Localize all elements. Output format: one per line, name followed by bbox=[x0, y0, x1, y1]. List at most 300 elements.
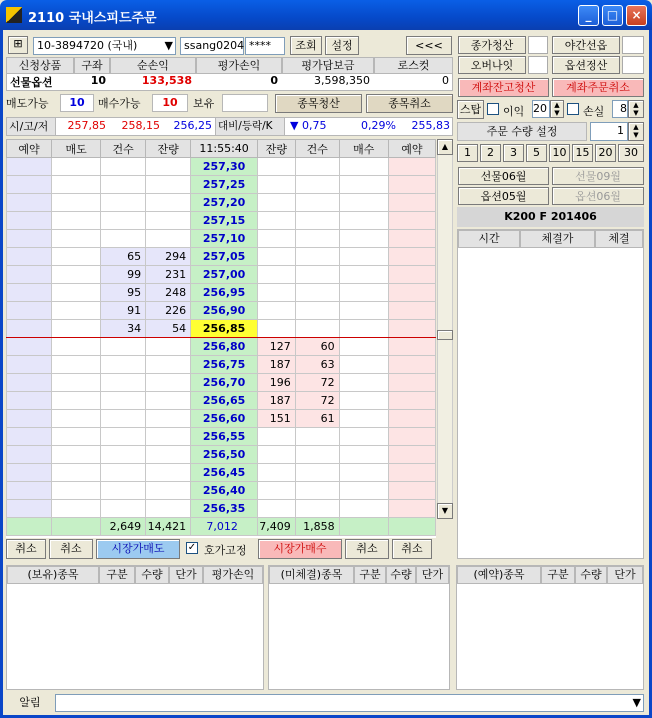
book-cell[interactable] bbox=[146, 230, 191, 248]
book-cell[interactable] bbox=[101, 158, 146, 176]
settings-button[interactable]: 설정 bbox=[325, 36, 359, 55]
summary-header: 로스컷 bbox=[374, 57, 453, 74]
book-cell[interactable] bbox=[101, 338, 146, 356]
book-cell[interactable] bbox=[388, 284, 435, 302]
cancel-buy-button[interactable]: 취소 bbox=[345, 539, 389, 559]
table-row[interactable] bbox=[7, 392, 436, 410]
book-cell[interactable] bbox=[388, 158, 435, 176]
eval-pnl-value: 0 bbox=[270, 74, 278, 87]
book-cell[interactable] bbox=[258, 320, 296, 338]
book-cell[interactable]: 34 bbox=[101, 320, 146, 338]
panel-col-header: 구분 bbox=[541, 566, 575, 584]
book-cell[interactable] bbox=[101, 356, 146, 374]
book-cell[interactable] bbox=[258, 428, 296, 446]
book-cell[interactable] bbox=[339, 482, 388, 500]
book-cell[interactable] bbox=[339, 464, 388, 482]
book-cell[interactable] bbox=[7, 428, 52, 446]
book-cell[interactable] bbox=[146, 410, 191, 428]
book-cell[interactable] bbox=[146, 194, 191, 212]
book-cell[interactable] bbox=[51, 158, 100, 176]
book-cell[interactable] bbox=[146, 158, 191, 176]
book-cell[interactable] bbox=[7, 374, 52, 392]
overnight-blank bbox=[528, 56, 548, 74]
table-row[interactable] bbox=[7, 158, 436, 176]
book-cell[interactable] bbox=[146, 446, 191, 464]
book-cell[interactable] bbox=[146, 464, 191, 482]
book-cell[interactable]: 91 bbox=[101, 302, 146, 320]
book-cell[interactable] bbox=[388, 320, 435, 338]
book-cell[interactable]: 95 bbox=[101, 284, 146, 302]
qty-20-button[interactable]: 20 bbox=[595, 144, 616, 162]
book-cell[interactable] bbox=[339, 212, 388, 230]
book-cell[interactable] bbox=[146, 428, 191, 446]
book-cell[interactable] bbox=[7, 158, 52, 176]
book-cell[interactable] bbox=[388, 194, 435, 212]
book-cell[interactable] bbox=[339, 374, 388, 392]
overnight-button[interactable]: 오버나잇 bbox=[458, 56, 526, 74]
book-cell[interactable] bbox=[146, 356, 191, 374]
chevron-down-icon: ▼ bbox=[164, 39, 173, 52]
book-cell[interactable] bbox=[339, 248, 388, 266]
book-cell[interactable] bbox=[339, 500, 388, 518]
futures-jun-button[interactable]: 선물06월 bbox=[458, 167, 549, 185]
book-cell[interactable] bbox=[339, 230, 388, 248]
book-cell[interactable] bbox=[7, 284, 52, 302]
market-sell-button[interactable]: 시장가매도 bbox=[96, 539, 180, 559]
qty-setting-label: 주문 수량 설정 bbox=[457, 122, 587, 141]
book-cell[interactable] bbox=[258, 464, 296, 482]
book-cell[interactable] bbox=[7, 356, 52, 374]
book-cell[interactable] bbox=[51, 302, 100, 320]
account-balance-clear-button[interactable]: 계좌잔고청산 bbox=[458, 78, 549, 97]
price-cell[interactable]: 256,90 bbox=[191, 302, 258, 320]
back-button[interactable]: <<< bbox=[406, 36, 452, 55]
book-cell[interactable] bbox=[339, 446, 388, 464]
qty-1-button[interactable]: 1 bbox=[457, 144, 478, 162]
book-cell[interactable] bbox=[388, 356, 435, 374]
book-cell[interactable]: 151 bbox=[258, 410, 296, 428]
book-cell[interactable] bbox=[101, 446, 146, 464]
total-cell bbox=[51, 518, 100, 536]
window-title: 2110 국내스피드주문 bbox=[28, 11, 157, 26]
loss-checkbox[interactable] bbox=[567, 103, 579, 115]
panel-col-header: 수량 bbox=[575, 566, 607, 584]
table-row[interactable] bbox=[7, 374, 436, 392]
price-cell[interactable]: 257,15 bbox=[191, 212, 258, 230]
book-cell[interactable] bbox=[51, 248, 100, 266]
panel-col-header: 평가손익 bbox=[203, 566, 263, 584]
book-cell[interactable] bbox=[51, 464, 100, 482]
item-cancel-button[interactable]: 종목취소 bbox=[366, 94, 453, 113]
book-cell[interactable] bbox=[258, 302, 296, 320]
panel-col-header: 단가 bbox=[416, 566, 449, 584]
buy-available-value: 10 bbox=[152, 94, 188, 112]
qty-2-button[interactable]: 2 bbox=[480, 144, 501, 162]
price-cell[interactable]: 257,20 bbox=[191, 194, 258, 212]
book-cell[interactable] bbox=[339, 410, 388, 428]
price-cell[interactable]: 256,65 bbox=[191, 392, 258, 410]
book-cell[interactable] bbox=[101, 464, 146, 482]
total-cell bbox=[339, 518, 388, 536]
panel-col-header: (미체결)종목 bbox=[269, 566, 354, 584]
book-cell[interactable] bbox=[295, 194, 339, 212]
price-cell[interactable]: 256,50 bbox=[191, 446, 258, 464]
table-row[interactable] bbox=[7, 230, 436, 248]
total-cell: 2,649 bbox=[101, 518, 146, 536]
book-cell[interactable] bbox=[339, 320, 388, 338]
maximize-button[interactable]: □ bbox=[602, 5, 623, 26]
slots-value: 10 bbox=[90, 74, 106, 87]
price-cell[interactable]: 256,40 bbox=[191, 482, 258, 500]
book-cell[interactable] bbox=[101, 410, 146, 428]
table-row[interactable] bbox=[7, 356, 436, 374]
book-cell[interactable] bbox=[295, 464, 339, 482]
table-row[interactable] bbox=[7, 482, 436, 500]
profit-input[interactable]: 20 bbox=[532, 100, 550, 118]
book-cell[interactable] bbox=[146, 374, 191, 392]
closing-price-clear-button[interactable]: 종가청산 bbox=[458, 36, 526, 54]
holdings-panel bbox=[6, 565, 264, 690]
scroll-thumb[interactable] bbox=[437, 330, 453, 340]
book-cell[interactable] bbox=[101, 212, 146, 230]
book-cell[interactable] bbox=[51, 230, 100, 248]
price-cell[interactable]: 257,00 bbox=[191, 266, 258, 284]
collateral-value: 3,598,350 bbox=[314, 74, 370, 87]
app-icon bbox=[6, 7, 22, 23]
profit-label: 이익 bbox=[503, 105, 525, 118]
total-cell bbox=[7, 518, 52, 536]
options-may-button[interactable]: 옵션05월 bbox=[458, 187, 549, 205]
fix-quote-checkbox[interactable]: ✓ bbox=[187, 542, 197, 553]
book-cell[interactable] bbox=[295, 230, 339, 248]
book-cell[interactable]: 72 bbox=[295, 392, 339, 410]
total-cell bbox=[388, 518, 435, 536]
table-row[interactable] bbox=[7, 212, 436, 230]
contract-title: K200 F 201406 bbox=[457, 207, 644, 227]
scroll-down-icon[interactable]: ▼ bbox=[437, 503, 453, 519]
book-cell[interactable] bbox=[51, 176, 100, 194]
panel-col-header: (보유)종목 bbox=[7, 566, 99, 584]
book-cell[interactable] bbox=[7, 194, 52, 212]
book-cell[interactable] bbox=[51, 482, 100, 500]
account-select[interactable]: 10-3894720 (국내) ▼ bbox=[33, 37, 176, 55]
futures-sep-button[interactable]: 선물09월 bbox=[552, 167, 644, 185]
book-cell[interactable] bbox=[339, 302, 388, 320]
trade-list bbox=[457, 229, 644, 559]
password-input[interactable]: **** bbox=[245, 37, 285, 55]
book-cell[interactable] bbox=[101, 176, 146, 194]
book-cell[interactable] bbox=[7, 320, 52, 338]
book-cell[interactable] bbox=[339, 194, 388, 212]
qty-30-button[interactable]: 30 bbox=[618, 144, 644, 162]
book-cell[interactable] bbox=[146, 176, 191, 194]
cancel-buy-reserve-button[interactable]: 취소 bbox=[392, 539, 432, 559]
qty-buttons bbox=[456, 144, 646, 162]
book-cell[interactable] bbox=[258, 212, 296, 230]
time-header: 11:55:40 bbox=[191, 140, 258, 158]
book-cell[interactable] bbox=[388, 482, 435, 500]
price-cell[interactable]: 257,25 bbox=[191, 176, 258, 194]
book-cell[interactable] bbox=[51, 428, 100, 446]
table-row[interactable] bbox=[7, 410, 436, 428]
price-cell[interactable]: 256,55 bbox=[191, 428, 258, 446]
price-cell[interactable]: 256,35 bbox=[191, 500, 258, 518]
price-cell[interactable]: 256,45 bbox=[191, 464, 258, 482]
cancel-sell-reserve-button[interactable]: 취소 bbox=[6, 539, 46, 559]
price-cell[interactable]: 256,70 bbox=[191, 374, 258, 392]
profit-checkbox[interactable] bbox=[487, 103, 499, 115]
book-cell[interactable]: 99 bbox=[101, 266, 146, 284]
table-row[interactable] bbox=[7, 500, 436, 518]
book-cell[interactable] bbox=[7, 500, 52, 518]
book-cell[interactable] bbox=[258, 446, 296, 464]
book-cell[interactable] bbox=[51, 266, 100, 284]
book-cell[interactable] bbox=[7, 464, 52, 482]
book-cell[interactable] bbox=[7, 482, 52, 500]
qty-10-button[interactable]: 10 bbox=[549, 144, 570, 162]
book-cell[interactable] bbox=[388, 500, 435, 518]
book-cell[interactable] bbox=[388, 212, 435, 230]
price-cell[interactable]: 256,85 bbox=[191, 320, 258, 338]
book-cell[interactable] bbox=[51, 284, 100, 302]
table-row[interactable] bbox=[7, 446, 436, 464]
book-cell[interactable] bbox=[388, 410, 435, 428]
qty-input[interactable]: 1 bbox=[590, 122, 628, 141]
account-order-cancel-button[interactable]: 계좌주문취소 bbox=[552, 78, 644, 97]
book-cell[interactable] bbox=[295, 266, 339, 284]
total-cell: 7,012 bbox=[191, 518, 258, 536]
book-cell[interactable] bbox=[51, 212, 100, 230]
col-header: 매수 bbox=[339, 140, 388, 158]
price-cell[interactable]: 256,60 bbox=[191, 410, 258, 428]
qty-3-button[interactable]: 3 bbox=[503, 144, 524, 162]
book-cell[interactable] bbox=[146, 338, 191, 356]
book-cell[interactable] bbox=[7, 176, 52, 194]
book-cell[interactable] bbox=[388, 464, 435, 482]
order-book-header bbox=[7, 140, 436, 158]
book-cell[interactable] bbox=[51, 410, 100, 428]
market-buy-button[interactable]: 시장가매수 bbox=[258, 539, 342, 559]
book-cell[interactable] bbox=[388, 338, 435, 356]
book-cell[interactable]: 61 bbox=[295, 410, 339, 428]
book-cell[interactable] bbox=[339, 176, 388, 194]
book-cell[interactable] bbox=[388, 176, 435, 194]
table-row[interactable] bbox=[7, 176, 436, 194]
cancel-sell-button[interactable]: 취소 bbox=[49, 539, 93, 559]
book-cell[interactable] bbox=[258, 500, 296, 518]
product-value: 선물옵션 bbox=[10, 76, 53, 89]
price-cell[interactable]: 256,95 bbox=[191, 284, 258, 302]
book-cell[interactable]: 63 bbox=[295, 356, 339, 374]
book-cell[interactable] bbox=[7, 392, 52, 410]
book-cell[interactable] bbox=[295, 176, 339, 194]
book-cell[interactable] bbox=[51, 356, 100, 374]
table-row[interactable] bbox=[7, 320, 436, 338]
book-cell[interactable] bbox=[388, 248, 435, 266]
book-cell[interactable] bbox=[51, 392, 100, 410]
book-cell[interactable] bbox=[388, 266, 435, 284]
query-button[interactable]: 조회 bbox=[290, 36, 322, 55]
book-cell[interactable] bbox=[295, 320, 339, 338]
book-cell[interactable] bbox=[295, 302, 339, 320]
total-cell: 14,421 bbox=[146, 518, 191, 536]
item-clear-button[interactable]: 종목청산 bbox=[275, 94, 362, 113]
book-cell[interactable] bbox=[388, 302, 435, 320]
book-cell[interactable] bbox=[339, 266, 388, 284]
book-cell[interactable] bbox=[388, 374, 435, 392]
book-cell[interactable] bbox=[146, 392, 191, 410]
change-value: ▼ 0,75 bbox=[290, 119, 327, 132]
panel-col-header: 구분 bbox=[354, 566, 386, 584]
book-cell[interactable]: 60 bbox=[295, 338, 339, 356]
book-cell[interactable] bbox=[339, 356, 388, 374]
book-cell[interactable] bbox=[7, 266, 52, 284]
book-cell[interactable] bbox=[258, 176, 296, 194]
pin-icon[interactable]: ⊞ bbox=[8, 36, 28, 54]
table-row[interactable] bbox=[7, 248, 436, 266]
book-cell[interactable]: 65 bbox=[101, 248, 146, 266]
night-option-button[interactable]: 야간선옵 bbox=[552, 36, 620, 54]
sell-available-value: 10 bbox=[60, 94, 94, 112]
qty-5-button[interactable]: 5 bbox=[526, 144, 547, 162]
book-cell[interactable] bbox=[101, 374, 146, 392]
book-cell[interactable] bbox=[7, 338, 52, 356]
book-cell[interactable] bbox=[339, 392, 388, 410]
book-cell[interactable]: 187 bbox=[258, 392, 296, 410]
book-cell[interactable] bbox=[295, 500, 339, 518]
book-cell[interactable]: 196 bbox=[258, 374, 296, 392]
book-cell[interactable] bbox=[7, 248, 52, 266]
table-row[interactable] bbox=[7, 302, 436, 320]
book-cell[interactable]: 226 bbox=[146, 302, 191, 320]
table-row[interactable] bbox=[7, 194, 436, 212]
book-cell[interactable] bbox=[295, 158, 339, 176]
reserve-panel bbox=[456, 565, 644, 690]
scroll-up-icon[interactable]: ▲ bbox=[437, 139, 453, 155]
book-cell[interactable] bbox=[295, 284, 339, 302]
price-cell[interactable]: 257,30 bbox=[191, 158, 258, 176]
book-cell[interactable] bbox=[7, 410, 52, 428]
book-cell[interactable] bbox=[295, 482, 339, 500]
book-cell[interactable] bbox=[258, 284, 296, 302]
book-cell[interactable] bbox=[101, 482, 146, 500]
book-cell[interactable] bbox=[146, 482, 191, 500]
fix-quote-label: 호가고정 bbox=[204, 544, 247, 557]
price-cell[interactable]: 257,05 bbox=[191, 248, 258, 266]
book-cell[interactable] bbox=[51, 194, 100, 212]
book-cell[interactable]: 248 bbox=[146, 284, 191, 302]
book-cell[interactable]: 187 bbox=[258, 356, 296, 374]
loss-input[interactable]: 8 bbox=[612, 100, 628, 118]
book-cell[interactable] bbox=[388, 446, 435, 464]
loss-spinner[interactable]: ▲ ▼ bbox=[628, 100, 644, 118]
book-cell[interactable] bbox=[51, 500, 100, 518]
book-cell[interactable] bbox=[339, 338, 388, 356]
table-row[interactable] bbox=[7, 338, 436, 356]
book-cell[interactable] bbox=[51, 338, 100, 356]
book-cell[interactable] bbox=[7, 446, 52, 464]
options-jun-button[interactable]: 옵션06월 bbox=[552, 187, 644, 205]
book-cell[interactable]: 294 bbox=[146, 248, 191, 266]
profit-spinner[interactable]: ▲ ▼ bbox=[550, 100, 564, 118]
option-settle-button[interactable]: 옵션정산 bbox=[552, 56, 620, 74]
user-input[interactable]: ssang0204 bbox=[180, 37, 244, 55]
qty-15-button[interactable]: 15 bbox=[572, 144, 593, 162]
book-cell[interactable] bbox=[101, 428, 146, 446]
panel-col-header: (예약)종목 bbox=[457, 566, 541, 584]
book-cell[interactable] bbox=[295, 446, 339, 464]
col-header: 잔량 bbox=[146, 140, 191, 158]
book-cell[interactable] bbox=[101, 500, 146, 518]
book-cell[interactable] bbox=[101, 230, 146, 248]
book-cell[interactable]: 54 bbox=[146, 320, 191, 338]
book-cell[interactable] bbox=[51, 374, 100, 392]
book-cell[interactable] bbox=[146, 212, 191, 230]
table-row[interactable] bbox=[7, 464, 436, 482]
summary-header: 신청상품 bbox=[6, 57, 74, 74]
book-cell[interactable] bbox=[258, 482, 296, 500]
book-cell[interactable] bbox=[51, 320, 100, 338]
book-cell[interactable] bbox=[295, 212, 339, 230]
book-cell[interactable]: 231 bbox=[146, 266, 191, 284]
book-cell[interactable] bbox=[258, 230, 296, 248]
book-cell[interactable] bbox=[339, 428, 388, 446]
book-cell[interactable] bbox=[258, 194, 296, 212]
col-header: 매도 bbox=[51, 140, 100, 158]
book-cell[interactable] bbox=[295, 428, 339, 446]
book-cell[interactable] bbox=[388, 428, 435, 446]
hold-value bbox=[222, 94, 268, 112]
book-cell[interactable] bbox=[258, 248, 296, 266]
panel-col-header: 단가 bbox=[607, 566, 643, 584]
minimize-button[interactable]: _ bbox=[578, 5, 599, 26]
losscut-value: 0 bbox=[442, 74, 449, 87]
alert-dropdown[interactable] bbox=[55, 694, 644, 712]
panel-col-header: 수량 bbox=[386, 566, 416, 584]
price-cell[interactable]: 256,75 bbox=[191, 356, 258, 374]
book-cell[interactable] bbox=[388, 230, 435, 248]
col-header: 건수 bbox=[101, 140, 146, 158]
close-button[interactable]: × bbox=[626, 5, 647, 26]
book-cell[interactable] bbox=[295, 248, 339, 266]
book-cell[interactable] bbox=[146, 500, 191, 518]
book-cell[interactable] bbox=[7, 230, 52, 248]
book-cell[interactable] bbox=[7, 212, 52, 230]
qty-spinner[interactable]: ▲ ▼ bbox=[628, 122, 644, 141]
book-cell[interactable]: 127 bbox=[258, 338, 296, 356]
price-cell[interactable]: 257,10 bbox=[191, 230, 258, 248]
order-book-scrollbar[interactable] bbox=[437, 139, 453, 519]
stop-button[interactable]: 스탑 bbox=[457, 100, 484, 119]
table-row[interactable] bbox=[7, 284, 436, 302]
book-cell[interactable] bbox=[258, 266, 296, 284]
book-cell[interactable] bbox=[7, 302, 52, 320]
table-row[interactable] bbox=[7, 428, 436, 446]
price-cell[interactable]: 256,80 bbox=[191, 338, 258, 356]
book-cell[interactable] bbox=[339, 158, 388, 176]
trade-col-header: 시간 bbox=[458, 230, 520, 248]
book-cell[interactable] bbox=[258, 158, 296, 176]
book-cell[interactable] bbox=[101, 194, 146, 212]
book-cell[interactable] bbox=[101, 392, 146, 410]
col-header: 잔량 bbox=[258, 140, 296, 158]
book-cell[interactable] bbox=[388, 392, 435, 410]
change-label: 대비/등락/K bbox=[215, 117, 285, 136]
book-cell[interactable] bbox=[339, 284, 388, 302]
book-cell[interactable]: 72 bbox=[295, 374, 339, 392]
table-row[interactable] bbox=[7, 266, 436, 284]
book-cell[interactable] bbox=[51, 446, 100, 464]
